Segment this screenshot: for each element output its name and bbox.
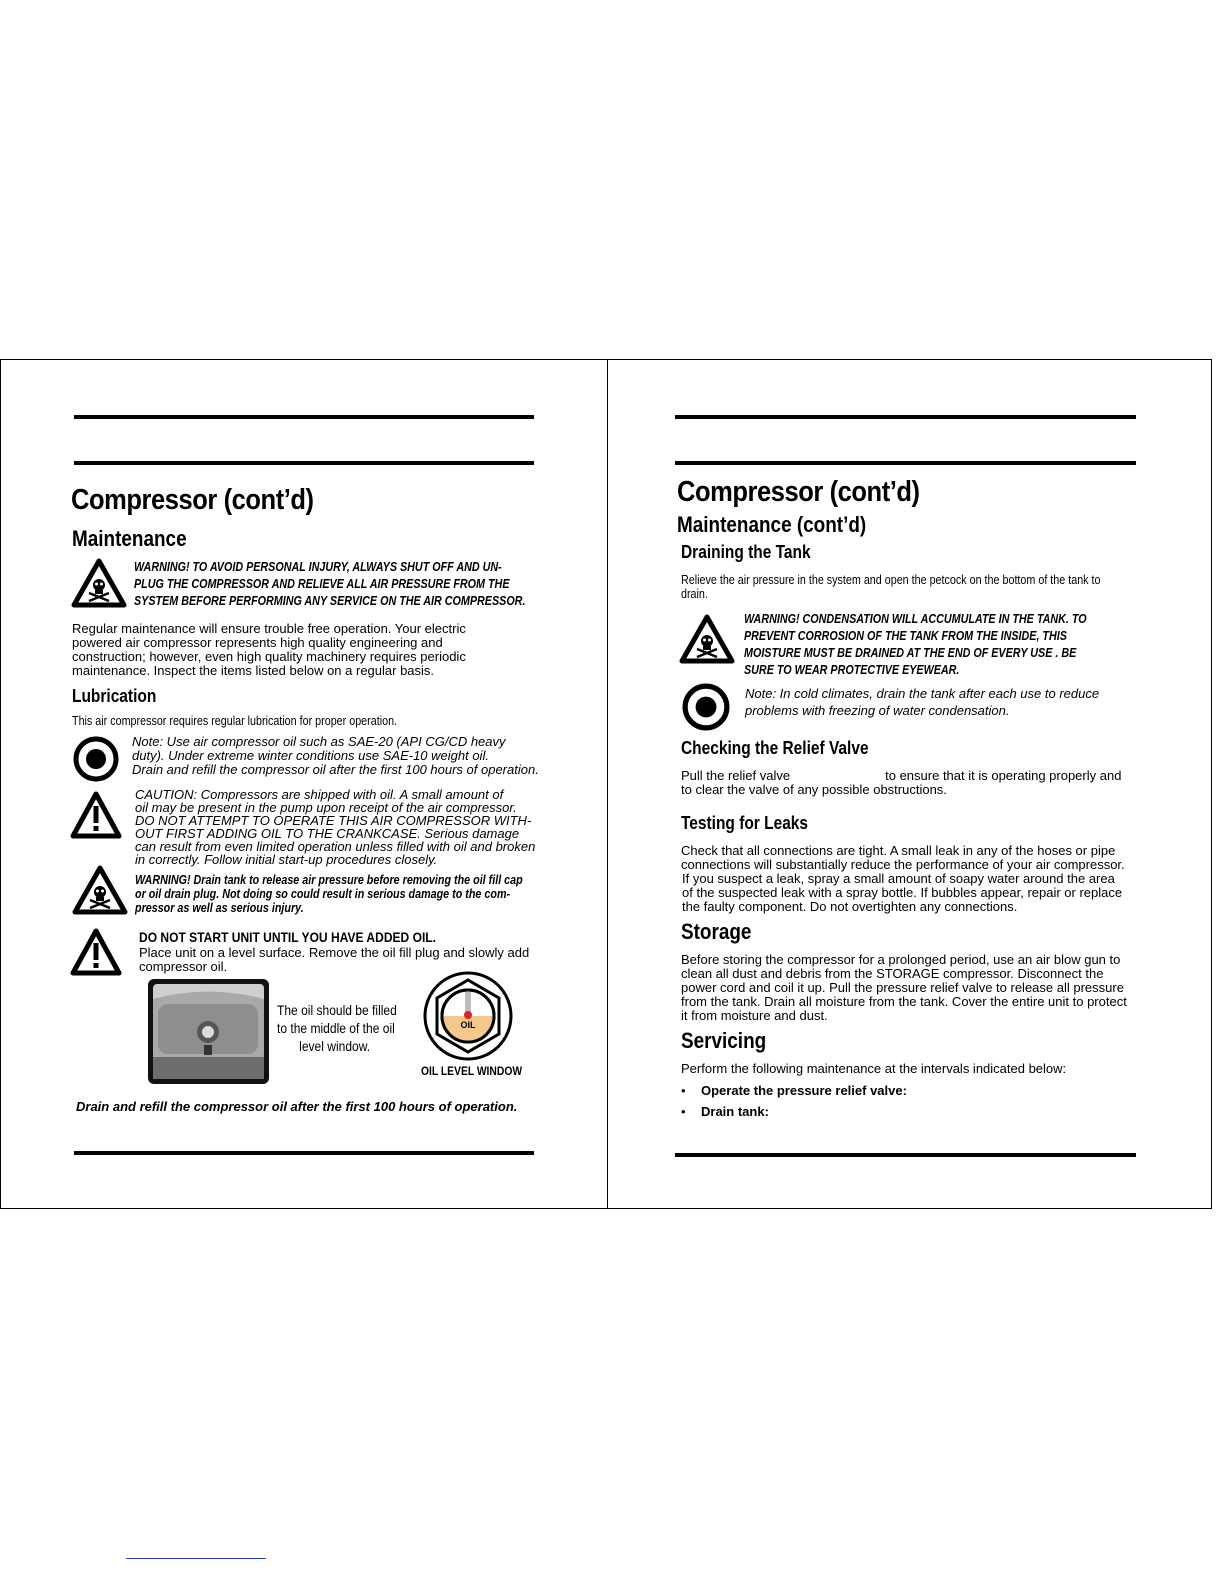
- storage-heading: Storage: [681, 919, 752, 944]
- left-page-title: Compressor (cont’d): [71, 484, 314, 516]
- do-not-start-heading: DO NOT START UNIT UNTIL YOU HAVE ADDED OIL.: [139, 929, 436, 945]
- page-divider: [607, 360, 608, 1208]
- top-rule-1: [675, 415, 1136, 419]
- caution-icon: [70, 791, 122, 839]
- top-rule-1: [74, 415, 534, 419]
- caution-text: CAUTION: Compressors are shipped with oil. A small amount of oil may be present in the pump upon receipt of the air compressor. DO NOT ATTEMPT TO OPERATE THIS AIR COMPRESSOR WITH- OUT FIRST ADDING OIL TO THE CRANKCASE. Serious damage can result from even limited operation unless filled with oil and broken in correctly. Follow initial start-up procedures closely.: [135, 787, 536, 867]
- note-icon: [73, 736, 119, 782]
- link-underline: [126, 1558, 266, 1559]
- warning-condensation: WARNING! CONDENSATION WILL ACCUMULATE IN THE TANK. TO PREVENT CORROSION OF THE TANK FROM THE INSIDE, THIS MOISTURE MUST BE DRAINED AT THE END OF EVERY USE . BE SURE TO WEAR PROTECTIVE EYEWEAR.: [744, 612, 1087, 677]
- relief-valve-heading: Checking the Relief Valve: [681, 738, 869, 758]
- bottom-rule: [675, 1153, 1136, 1157]
- bottom-rule: [74, 1151, 534, 1155]
- maintenance-intro: Regular maintenance will ensure trouble free operation. Your electric powered air compressor represents high quality engineering and construction; however, even high quality machinery requires periodic maintenance. Inspect the items listed below on a regular basis.: [72, 621, 466, 678]
- poison-warning-icon: [72, 865, 128, 915]
- oil-label: OIL: [460, 1020, 476, 1030]
- manual-spread: [0, 359, 1212, 1209]
- cold-climate-note: Note: In cold climates, drain the tank after each use to reduce problems with freezing of water condensation.: [745, 686, 1100, 718]
- storage-text: Before storing the compressor for a prolonged period, use an air blow gun to clean all dust and debris from the STORAGE compressor. Disconnect the power cord and coil it up. Pull the pressure relief valve to release all pressure from the tank. Drain all moisture from the tank. Cover the entire unit to protect it from moisture and dust.: [681, 952, 1127, 1023]
- right-page-title: Compressor (cont’d): [677, 476, 920, 508]
- lubrication-heading: Lubrication: [72, 686, 157, 706]
- drain-refill-note: Drain and refill the compressor oil after the first 100 hours of operation.: [76, 1099, 518, 1114]
- top-rule-2: [74, 461, 534, 465]
- note-icon: [682, 683, 730, 731]
- lubrication-text: This air compressor requires regular lubrication for proper operation.: [72, 714, 398, 728]
- servicing-list: [681, 1080, 907, 1122]
- oil-note: Note: Use air compressor oil such as SAE-20 (API CG/CD heavy duty). Under extreme winter conditions use SAE-10 weight oil. Drain and refill the compressor oil after the first 100 hours of operation.: [132, 734, 539, 777]
- list-item: • Operate the pressure relief valve:: [681, 1080, 907, 1101]
- relief-valve-text: Pull the relief valve to ensure that it is operating properly and: [681, 768, 1122, 783]
- servicing-text: Perform the following maintenance at the intervals indicated below:: [681, 1061, 1067, 1076]
- oil-fill-caption: The oil should be filled to the middle of the oil level window.: [277, 1002, 397, 1054]
- oil-level-window-label: OIL LEVEL WINDOW: [421, 1064, 523, 1078]
- poison-warning-icon: [678, 614, 736, 664]
- leaks-heading: Testing for Leaks: [681, 813, 809, 833]
- draining-text: Relieve the air pressure in the system and open the petcock on the bottom of the tank to drain.: [681, 573, 1101, 601]
- warning-drain-tank: WARNING! Drain tank to release air pressure before removing the oil fill cap or oil drain plug. Not doing so could result in serious damage to the com- pressor as well as serious injury.: [135, 873, 523, 915]
- draining-heading: Draining the Tank: [681, 542, 811, 562]
- compressor-photo: [148, 979, 269, 1084]
- oil-level-window-icon: [422, 970, 514, 1062]
- poison-warning-icon: [71, 558, 127, 608]
- servicing-heading: Servicing: [681, 1028, 767, 1053]
- maintenance-contd-heading: Maintenance (cont’d): [677, 512, 867, 537]
- leaks-text: Check that all connections are tight. A small leak in any of the hoses or pipe connections will substantially reduce the performance of your air compressor. If you suspect a leak, spray a small amount of soapy water around the area of the suspected leak with a spray bottle. If bubbles appear, repair or replace the faulty component. Do not overtighten any connections.: [681, 843, 1125, 914]
- caution-icon: [70, 928, 122, 976]
- place-unit-text: Place unit on a level surface. Remove the oil fill plug and slowly add compressor oil.: [139, 945, 530, 974]
- top-rule-2: [675, 461, 1136, 465]
- list-item: • Drain tank:: [681, 1101, 907, 1122]
- maintenance-heading: Maintenance: [72, 526, 187, 551]
- relief-valve-text-2: to clear the valve of any possible obstructions.: [681, 782, 947, 797]
- warning-shutoff: WARNING! TO AVOID PERSONAL INJURY, ALWAYS SHUT OFF AND UN- PLUG THE COMPRESSOR AND RELIEVE ALL AIR PRESSURE FROM THE SYSTEM BEFORE PERFORMING ANY SERVICE ON THE AIR COMPRESSOR.: [134, 560, 526, 608]
